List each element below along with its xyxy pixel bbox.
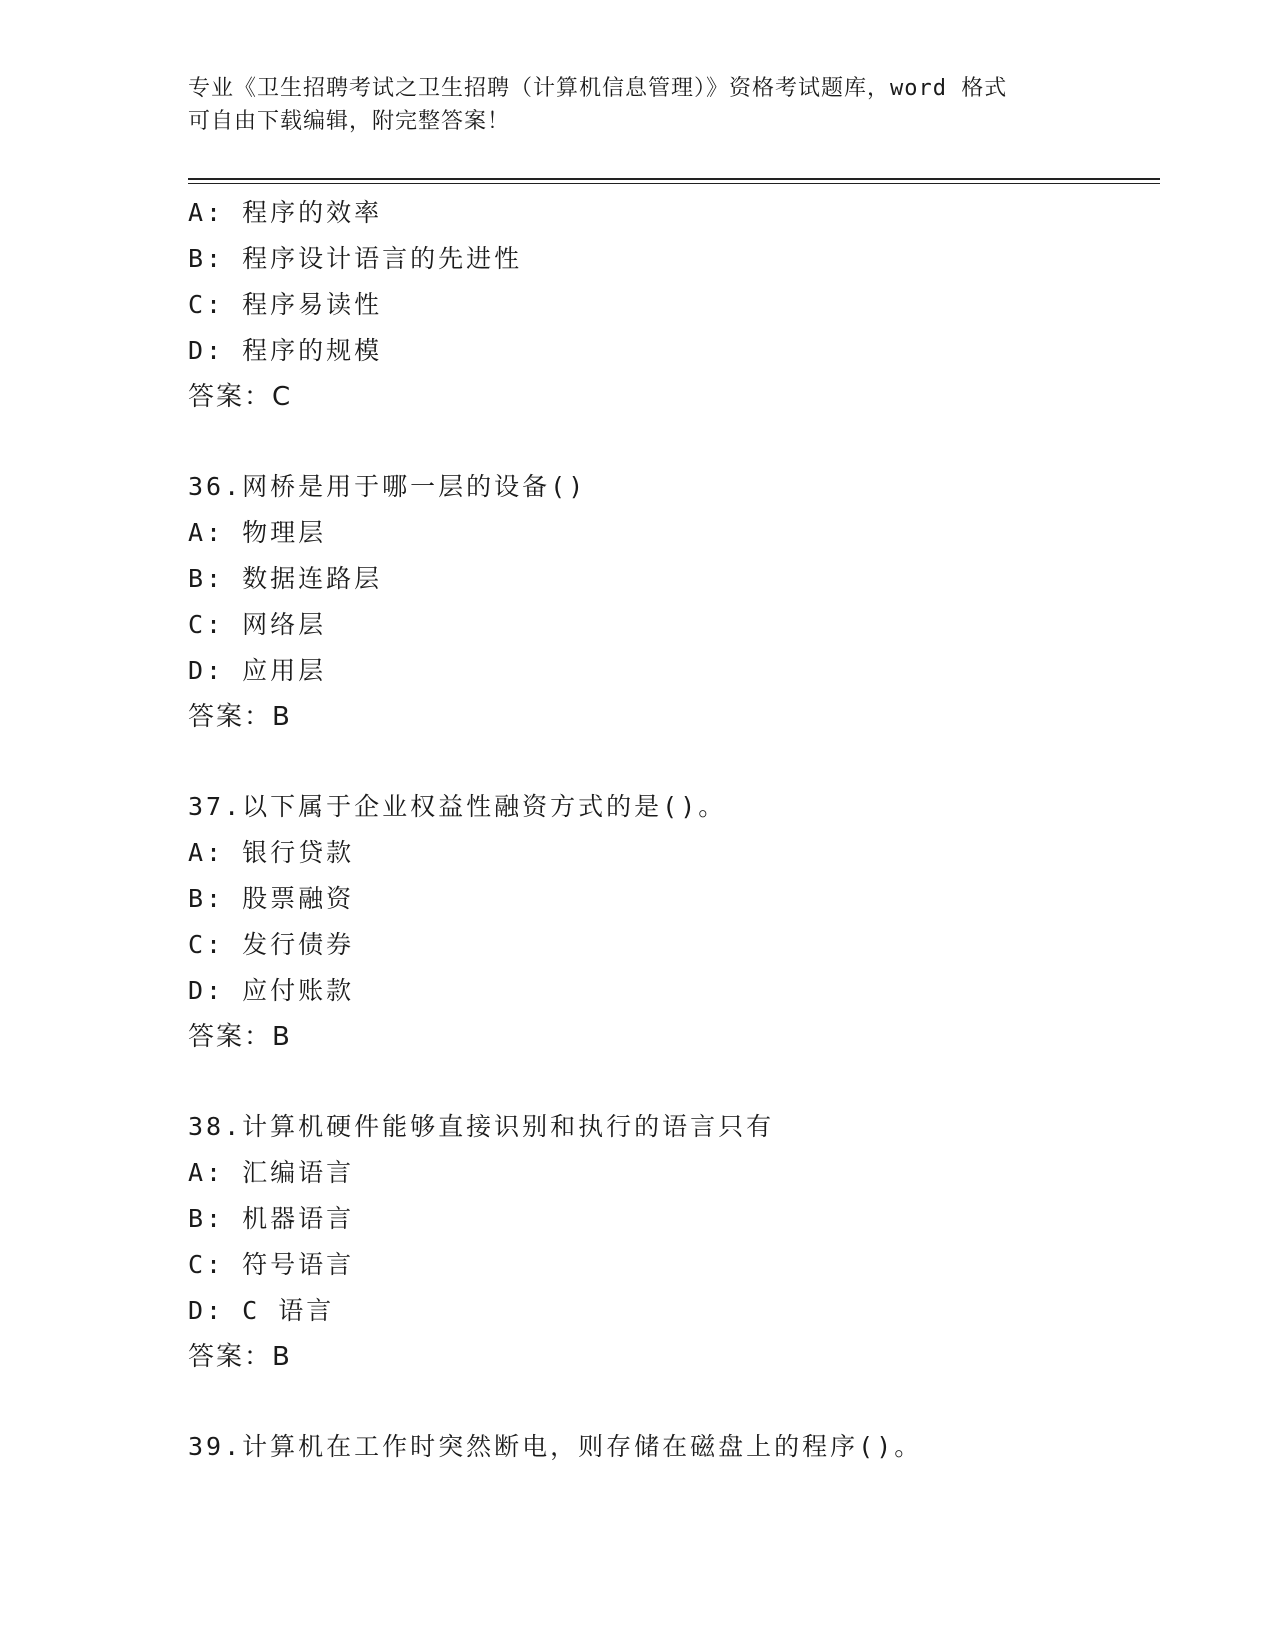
option-c: C: 程序易读性	[188, 290, 383, 319]
question-list	[188, 190, 1148, 1470]
question-block	[188, 190, 1148, 420]
answer-text: 答案：C	[188, 382, 293, 412]
option-a: A: 汇编语言	[188, 1158, 355, 1187]
header-line-2: 可自由下载编辑，附完整答案！	[188, 109, 511, 134]
question-block	[188, 464, 1148, 740]
option-a: A: 程序的效率	[188, 198, 383, 227]
question-text: 36.网桥是用于哪一层的设备()	[188, 472, 587, 501]
question-block	[188, 784, 1148, 1060]
answer-text: 答案：B	[188, 702, 292, 732]
option-c: C: 发行债券	[188, 930, 355, 959]
header-line-1: 专业《卫生招聘考试之卫生招聘（计算机信息管理）》资格考试题库，word 格式	[188, 76, 1008, 101]
question-block	[188, 1424, 1148, 1470]
option-a: A: 物理层	[188, 518, 327, 547]
option-a: A: 银行贷款	[188, 838, 355, 867]
option-b: B: 程序设计语言的先进性	[188, 244, 523, 273]
question-text: 39.计算机在工作时突然断电，则存储在磁盘上的程序()。	[188, 1432, 923, 1461]
header-divider-thin	[188, 183, 1160, 184]
option-d: D: 应付账款	[188, 976, 355, 1005]
option-b: B: 数据连路层	[188, 564, 383, 593]
document-header	[188, 72, 1088, 138]
question-block	[188, 1104, 1148, 1380]
answer-text: 答案：B	[188, 1342, 292, 1372]
option-d: D: 程序的规模	[188, 336, 383, 365]
option-c: C: 网络层	[188, 610, 327, 639]
option-b: B: 股票融资	[188, 884, 355, 913]
question-text: 37.以下属于企业权益性融资方式的是()。	[188, 792, 727, 821]
header-divider-thick	[188, 178, 1160, 180]
option-b: B: 机器语言	[188, 1204, 355, 1233]
option-d: D: 应用层	[188, 656, 327, 685]
option-d: D: C 语言	[188, 1296, 335, 1325]
option-c: C: 符号语言	[188, 1250, 355, 1279]
question-text: 38.计算机硬件能够直接识别和执行的语言只有	[188, 1112, 775, 1141]
answer-text: 答案：B	[188, 1022, 292, 1052]
